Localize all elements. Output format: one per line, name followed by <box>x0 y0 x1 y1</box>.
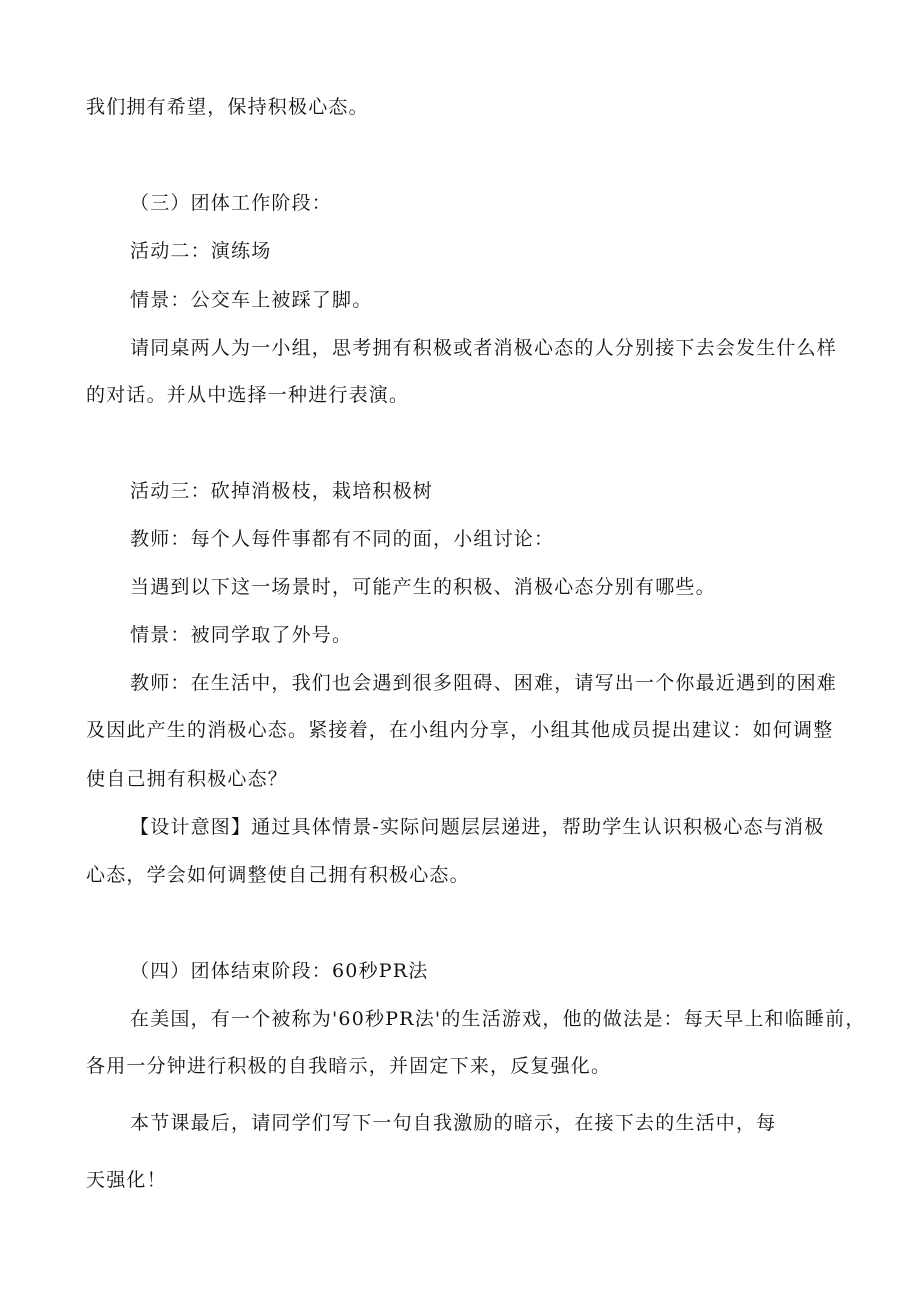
paragraph-line: 本节课最后，请同学们写下一句自我激励的暗示，在接下去的生活中，每 <box>130 1112 777 1134</box>
paragraph-line: 使自己拥有积极心态？ <box>86 768 289 790</box>
paragraph-line: 我们拥有希望，保持积极心态。 <box>86 96 369 118</box>
paragraph-line: 教师：在生活中，我们也会遇到很多阻碍、困难，请写出一个你最近遇到的困难 <box>130 672 838 694</box>
activity-heading: 活动三：砍掉消极枝，栽培积极树 <box>130 480 434 502</box>
paragraph-line: 情景：被同学取了外号。 <box>130 624 353 646</box>
activity-heading: 活动二：演练场 <box>130 240 272 262</box>
paragraph-line: 情景：公交车上被踩了脚。 <box>130 289 373 311</box>
section-heading: （四）团体结束阶段：60秒PR法 <box>130 960 429 982</box>
paragraph-line: 的对话。并从中选择一种进行表演。 <box>86 384 410 406</box>
design-intent-line: 心态，学会如何调整使自己拥有积极心态。 <box>86 864 470 886</box>
section-heading: （三）团体工作阶段： <box>130 192 333 214</box>
paragraph-line: 及因此产生的消极心态。紧接着，在小组内分享，小组其他成员提出建议：如何调整 <box>86 719 834 741</box>
paragraph-line: 当遇到以下这一场景时，可能产生的积极、消极心态分别有哪些。 <box>130 576 716 598</box>
design-intent-line: 【设计意图】通过具体情景-实际问题层层递进，帮助学生认识积极心态与消极 <box>130 816 825 838</box>
paragraph-line: 在美国，有一个被称为'60秒PR法'的生活游戏，他的做法是：每天早上和临睡前， <box>130 1008 866 1030</box>
paragraph-line: 请同桌两人为一小组，思考拥有积极或者消极心态的人分别接下去会发生什么样 <box>130 337 838 359</box>
paragraph-line: 教师：每个人每件事都有不同的面，小组讨论： <box>130 528 555 550</box>
paragraph-line: 各用一分钟进行积极的自我暗示，并固定下来，反复强化。 <box>86 1055 612 1077</box>
paragraph-line: 天强化！ <box>86 1169 167 1191</box>
